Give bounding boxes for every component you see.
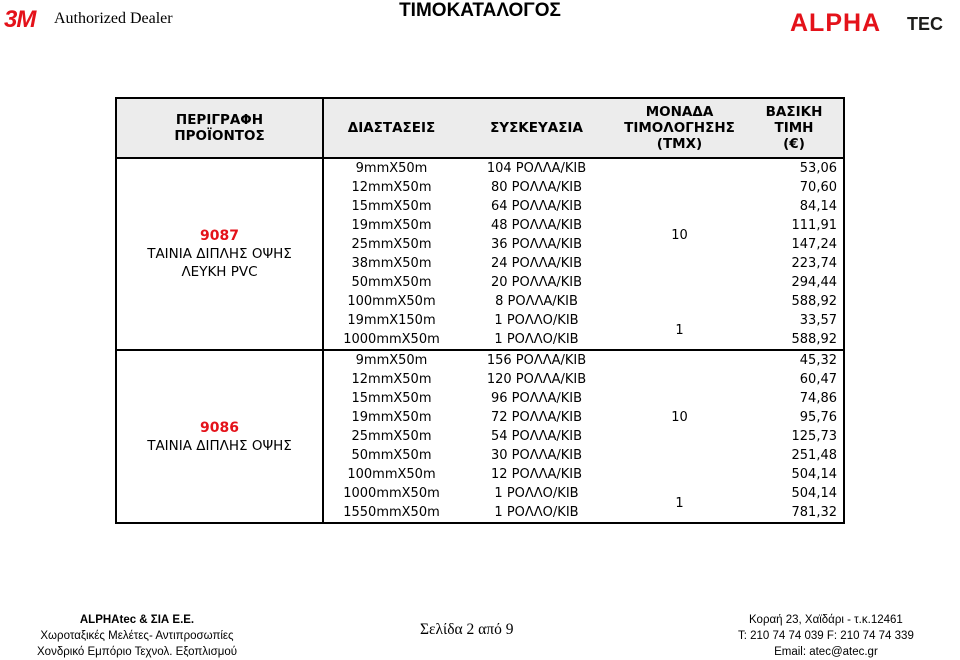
dimension-cell: 25mmX50m [323, 235, 459, 254]
packaging-cell: 96 ΡΟΛΛΑ/ΚΙΒ [490, 391, 583, 406]
alphatec-logo-tec: TEC [907, 14, 943, 34]
price-cell: 223,74 [745, 254, 844, 273]
dimension-cell: 1000mmX50m [323, 330, 459, 350]
price-cell: 588,92 [745, 330, 844, 350]
dimension-cell: 50mmX50m [323, 446, 459, 465]
packaging-cell: 80 ΡΟΛΛΑ/ΚΙΒ [490, 180, 583, 195]
price-cell: 111,91 [745, 216, 844, 235]
packaging-cell: 24 ΡΟΛΛΑ/ΚΙΒ [490, 256, 583, 271]
document-title: ΤΙΜΟΚΑΤΑΛΟΓΟΣ [399, 0, 561, 21]
price-cell: 33,57 [745, 311, 844, 330]
footer-activity: Χωροταξικές Μελέτες- Αντιπροσωπίες [40, 630, 234, 642]
unit-cell: 10 [671, 410, 688, 425]
dimension-cell: 9mmX50m [323, 350, 459, 370]
packaging-cell: 12 ΡΟΛΛΑ/ΚΙΒ [490, 467, 583, 482]
packaging-cell: 72 ΡΟΛΛΑ/ΚΙΒ [490, 410, 583, 425]
3m-logo: 3M [4, 6, 36, 33]
page-footer [0, 600, 960, 659]
price-table [115, 97, 845, 524]
packaging-cell: 1 ΡΟΛΛΟ/ΚΙΒ [494, 313, 579, 328]
packaging-cell: 1 ΡΟΛΛΟ/ΚΙΒ [459, 330, 614, 350]
header-dimensions: ΔΙΑΣΤΑΣΕΙΣ [323, 98, 459, 158]
page-header [0, 0, 960, 40]
product-description-9086: 9086 ΤΑΙΝΙΑ ΔΙΠΛΗΣ ΟΨΗΣ [116, 350, 323, 523]
price-cell: 504,14 [745, 484, 844, 503]
dimension-cell: 1550mmX50m [323, 503, 459, 523]
dimension-cell: 12mmX50m [323, 370, 459, 389]
dimension-cell: 25mmX50m [323, 427, 459, 446]
unit-cell: 1 [614, 311, 745, 350]
dimension-cell: 19mmX50m [323, 216, 459, 235]
price-cell: 588,92 [745, 292, 844, 311]
footer-email: Email: atec@atec.gr [774, 646, 878, 658]
page-number: Σελίδα 2 από 9 [420, 621, 514, 638]
price-cell: 504,14 [745, 465, 844, 484]
header-packaging: ΣΥΣΚΕΥΑΣΙΑ [459, 98, 614, 158]
packaging-cell: 36 ΡΟΛΛΑ/ΚΙΒ [490, 237, 583, 252]
unit-cell: 1 [614, 484, 745, 523]
packaging-cell: 48 ΡΟΛΛΑ/ΚΙΒ [490, 218, 583, 233]
packaging-cell: 120 ΡΟΛΛΑ/ΚΙΒ [486, 372, 587, 387]
dimension-cell: 1000mmX50m [323, 484, 459, 503]
dimension-cell: 38mmX50m [323, 254, 459, 273]
dimension-cell: 100mmX50m [323, 465, 459, 484]
dimension-cell: 100mmX50m [323, 292, 459, 311]
packaging-cell: 1 ΡΟΛΛΟ/ΚΙΒ [494, 486, 579, 501]
price-cell: 53,06 [745, 158, 844, 178]
authorized-dealer-text: Authorized Dealer [54, 10, 173, 27]
dimension-cell: 15mmX50m [323, 197, 459, 216]
header-price: ΒΑΣΙΚΗ ΤΙΜΗ (€) [745, 98, 844, 158]
price-cell: 294,44 [745, 273, 844, 292]
group-9087 [116, 158, 844, 350]
footer-contact-block [738, 612, 914, 660]
price-cell: 70,60 [745, 178, 844, 197]
dimension-cell: 15mmX50m [323, 389, 459, 408]
price-cell: 125,73 [745, 427, 844, 446]
price-cell: 60,47 [745, 370, 844, 389]
price-cell: 95,76 [745, 408, 844, 427]
footer-activity-2: Χονδρικό Εμπόριο Τεχνολ. Εξοπλισμού [37, 646, 238, 658]
packaging-cell: 104 ΡΟΛΛΑ/ΚΙΒ [486, 161, 587, 176]
footer-phones: T: 210 74 74 039 F: 210 74 74 339 [738, 630, 914, 642]
price-cell: 251,48 [745, 446, 844, 465]
footer-address: Κοραή 23, Χαϊδάρι - τ.κ.12461 [749, 614, 903, 626]
dimension-cell: 19mmX150m [323, 311, 459, 330]
dimension-cell: 9mmX50m [323, 158, 459, 178]
packaging-cell: 1 ΡΟΛΛΟ/ΚΙΒ [459, 503, 614, 523]
footer-company-block [37, 612, 237, 660]
header-description: ΠΕΡΙΓΡΑΦΗ ΠΡΟΪΟΝΤΟΣ [116, 98, 323, 158]
dimension-cell: 50mmX50m [323, 273, 459, 292]
header-unit: ΜΟΝΑΔΑ ΤΙΜΟΛΟΓΗΣΗΣ (ΤΜΧ) [614, 98, 745, 158]
packaging-cell: 64 ΡΟΛΛΑ/ΚΙΒ [490, 199, 583, 214]
packaging-cell: 8 ΡΟΛΛΑ/ΚΙΒ [495, 294, 578, 309]
alphatec-logo-alpha: ALPHA [790, 9, 882, 37]
footer-company: ALPHAtec & ΣΙΑ Ε.Ε. [79, 614, 195, 626]
price-cell: 84,14 [745, 197, 844, 216]
dimension-cell: 12mmX50m [323, 178, 459, 197]
product-description-9087: 9087 ΤΑΙΝΙΑ ΔΙΠΛΗΣ ΟΨΗΣ ΛΕΥΚΗ PVC [116, 158, 323, 350]
packaging-cell: 54 ΡΟΛΛΑ/ΚΙΒ [490, 429, 583, 444]
alphatec-logo [790, 9, 960, 37]
price-cell: 45,32 [745, 350, 844, 370]
packaging-cell: 30 ΡΟΛΛΑ/ΚΙΒ [490, 448, 583, 463]
packaging-cell: 156 ΡΟΛΛΑ/ΚΙΒ [486, 353, 587, 368]
price-cell: 74,86 [745, 389, 844, 408]
price-cell: 781,32 [745, 503, 844, 523]
group-9086 [116, 350, 844, 523]
price-cell: 147,24 [745, 235, 844, 254]
dimension-cell: 19mmX50m [323, 408, 459, 427]
unit-cell: 10 [671, 227, 688, 243]
packaging-cell: 20 ΡΟΛΛΑ/ΚΙΒ [490, 275, 583, 290]
